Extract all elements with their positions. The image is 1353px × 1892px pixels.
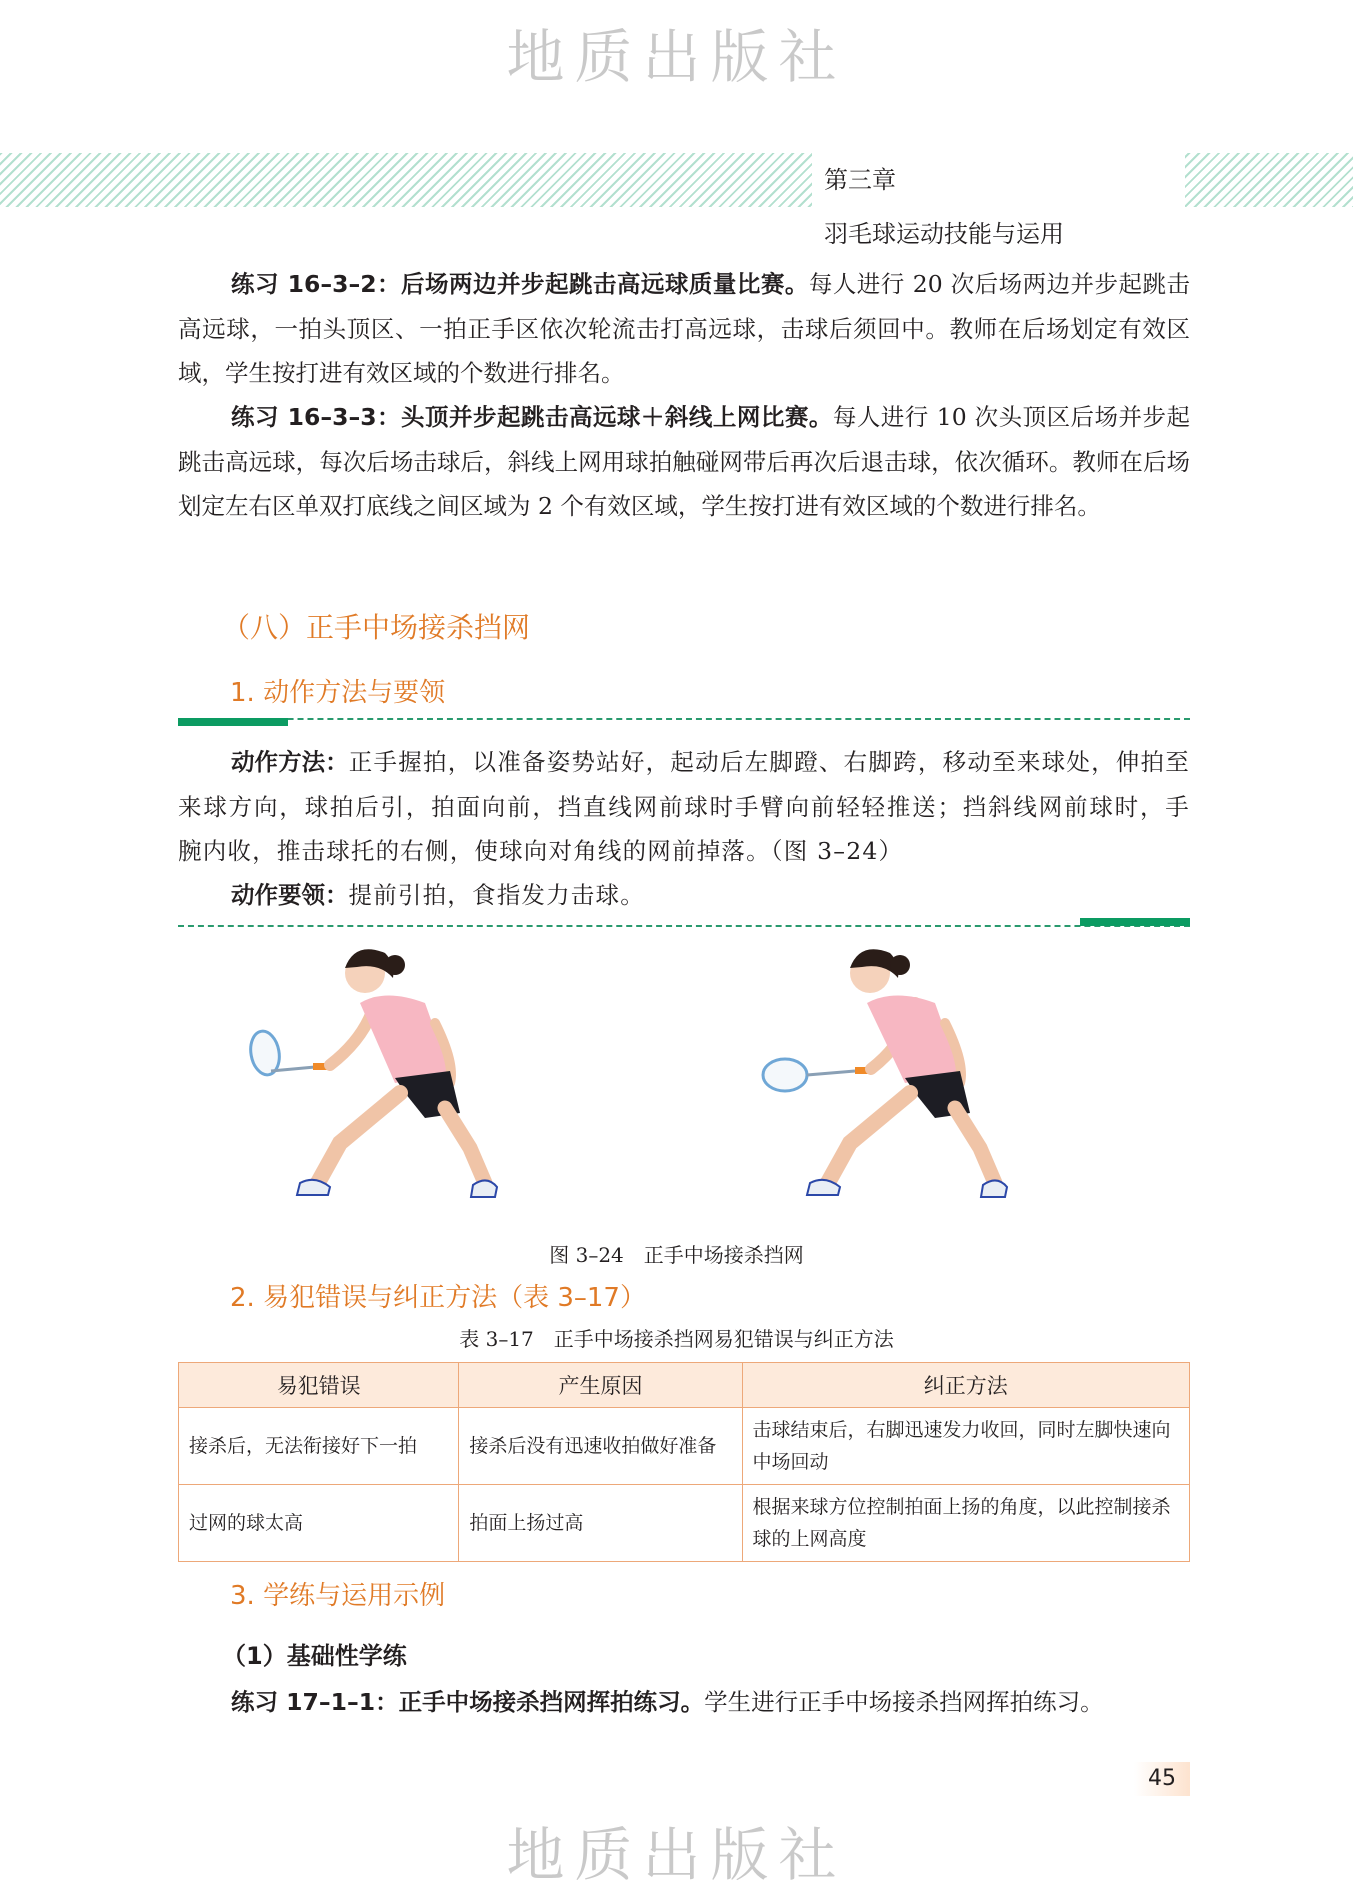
- exercise-text: 每人进行 20 次后场两边并步起跳击高远球，一拍头顶区、一拍正手区依次轮流击打高远球，击球后须回中。教师在后场划定有效区域，学生按打进有效区域的个数进行排名。: [178, 270, 1190, 387]
- table-cell: 接杀后没有迅速收拍做好准备: [459, 1408, 742, 1485]
- exercise-lead: 练习 17–1–1：正手中场接杀挡网挥拍练习。: [231, 1688, 705, 1716]
- divider-bottom: [178, 925, 1190, 927]
- section-title: （八）正手中场接杀挡网: [222, 611, 531, 644]
- badminton-player-figure: [763, 949, 1007, 1197]
- exercise-16-3-2: [178, 262, 1190, 396]
- chapter-title: 羽毛球运动技能与运用: [824, 220, 1064, 248]
- table-header-row: [179, 1363, 1190, 1408]
- player-photo-right: [755, 943, 1105, 1215]
- divider-accent-left: [178, 718, 288, 726]
- table-cell: 过网的球太高: [179, 1485, 459, 1562]
- subsection-errors-title: 2. 易犯错误与纠正方法（表 3–17）: [230, 1283, 646, 1313]
- table-caption: 表 3–17 正手中场接杀挡网易犯错误与纠正方法: [459, 1327, 894, 1351]
- exercise-text: 学生进行正手中场接杀挡网挥拍练习。: [704, 1688, 1104, 1716]
- exercise-16-3-3: [178, 395, 1190, 529]
- publisher-watermark-top: 地质出版社: [506, 23, 847, 91]
- method-paragraph: [178, 740, 1190, 874]
- exercise-lead: 练习 16–3–2：后场两边并步起跳击高远球质量比赛。: [231, 270, 809, 298]
- chapter-header: [812, 153, 1185, 248]
- table-header-cell: 纠正方法: [742, 1363, 1189, 1408]
- exercise-text: 每人进行 10 次头顶区后场并步起跳击高远球，每次后场击球后，斜线上网用球拍触碰网带后再次后退击球，依次循环。教师在后场划定左右区单双打底线之间区域为 2 个有效区域，学生按打进有效区域的个数进行排名。: [178, 403, 1191, 520]
- subsection-method-title: 1. 动作方法与要领: [230, 678, 446, 708]
- exercise-17-1-1: [178, 1680, 1190, 1725]
- figure-caption: 图 3–24 正手中场接杀挡网: [549, 1243, 804, 1267]
- badminton-player-figure: [247, 949, 497, 1197]
- table-header-cell: 易犯错误: [179, 1363, 459, 1408]
- error-correction-table: [178, 1362, 1190, 1562]
- page-number: 45: [1134, 1762, 1190, 1796]
- divider-top: [178, 718, 1190, 720]
- publisher-watermark-bottom: 地质出版社: [506, 1821, 847, 1889]
- method-label: 动作方法：: [231, 748, 349, 776]
- table-cell: 拍面上扬过高: [459, 1485, 742, 1562]
- key-paragraph: [178, 873, 1190, 918]
- key-text: 提前引拍，食指发力击球。: [348, 881, 645, 909]
- method-text: 正手握拍，以准备姿势站好，起动后左脚蹬、右脚跨，移动至来球处，伸拍至来球方向，球拍后引，拍面向前，挡直线网前球时手臂向前轻轻推送；挡斜线网前球时，手腕内收，推击球托的右侧，使球向对角线的网前掉落。（图 3–24）: [178, 748, 1190, 865]
- subsection-practice-title: 3. 学练与运用示例: [230, 1581, 446, 1611]
- table-cell: 根据来球方位控制拍面上扬的角度，以此控制接杀球的上网高度: [742, 1485, 1189, 1562]
- table-header-cell: 产生原因: [459, 1363, 742, 1408]
- exercise-lead: 练习 16–3–3：头顶并步起跳击高远球＋斜线上网比赛。: [231, 403, 833, 431]
- divider-accent-right: [1080, 918, 1190, 926]
- table-cell: 击球结束后，右脚迅速发力收回，同时左脚快速向中场回动: [742, 1408, 1189, 1485]
- key-label: 动作要领：: [231, 881, 349, 909]
- table-cell: 接杀后，无法衔接好下一拍: [179, 1408, 459, 1485]
- table-row: [179, 1485, 1190, 1562]
- practice-subheading: （1）基础性学练: [222, 1642, 407, 1670]
- chapter-number: 第三章: [824, 166, 896, 194]
- table-row: [179, 1408, 1190, 1485]
- player-photo-left: [245, 943, 595, 1215]
